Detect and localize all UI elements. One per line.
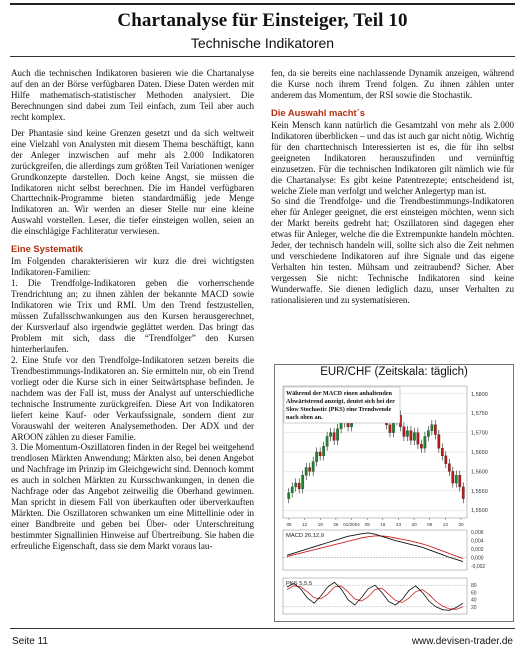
candle (455, 475, 457, 483)
macd-tick-label: 0,002 (471, 546, 484, 553)
x-tick-label: 06 (427, 522, 433, 527)
candle (305, 468, 307, 476)
candle (336, 429, 338, 441)
bottom-rule (10, 628, 515, 629)
candle (462, 487, 464, 499)
macd-tick-label: -0,002 (471, 563, 486, 570)
website-url: www.devisen-trader.de (411, 636, 513, 647)
candle (333, 433, 335, 441)
x-tick-label: 23 (395, 522, 402, 527)
candle (319, 452, 321, 456)
pks-tick-label: 40 (471, 597, 477, 604)
paragraph: So sind die Trendfolge- und die Trendbestimmungs-Indikatoren eher für Anleger geeignet, die erst einsteigen möchten, wenn sich der Markt bereits gedreht hat; Oszillatoren sind dagegen eher etwas für Anleger, welche die die Extrempunkte handeln möchten. Jeder, der technisch handeln will, sollte sich also die Zeit nehmen und verschiedene Indikatoren auf ihre Signale und das eigene Verhalten hin testen. Mühsam und zeitraubend? Sicher. Aber vergessen Sie nicht: Technische Indikatoren sind keine Wunderwaffe. Sie dienen lediglich dazu, unser Verhalten zu rationalisieren und zu systematisieren. (271, 196, 514, 306)
candle (452, 471, 454, 483)
candle (322, 446, 324, 456)
pks-tick-label: 80 (471, 583, 477, 590)
chart-canvas (281, 384, 507, 616)
candle (445, 456, 447, 464)
x-tick-label: 16 (380, 522, 386, 527)
y-tick-label: 1,5700 (471, 430, 488, 437)
paragraph: 1. Die Trendfolge-Indikatoren geben die vorherrschende Trendrichtung an; zu ihnen zählen der bekannte MACD sowie Indikatoren wie Trix und RMI. Um den Trend festzustellen, müssen Zufallsschwankungen aus den Kursen herausgerechnet, der Kursverlauf also irgendwie geglättet werden. Das bringt das Problem mit sich, dass die “Trendfolger” den Kursen hinterherlaufen. (11, 278, 254, 354)
paragraph: Der Phantasie sind keine Grenzen gesetzt und da sich weltweit eine Vielzahl von Analysten mit diesem Thema beschäftigt, kann der Anleger inzwischen auf mehr als 2.000 Indikatoren zurückgreifen, die allerdings zum größten Teil Variationen weniger Grundkonzepte darstellen. Doch keine Angst, sie müssen die Indikatoren nicht selbst berechnen. Die im Handel verfügbaren Charttechnik-Programme bieten standardmäßig jede Menge Indikatoren an. Wir werden an dieser Stelle nur eine kleine Auswahl vorstellen. Leser, die tiefer einsteigen wollen, seien an die einschlägige Fachliteratur verwiesen. (11, 127, 254, 237)
chart-figure (274, 364, 514, 622)
x-tick-label: 12 (302, 522, 308, 527)
candle (420, 444, 422, 448)
x-tick-label: 26 (333, 522, 339, 527)
paragraph: fen, da sie bereits eine nachlassende Dynamik anzeigen, während die Kurse noch ihrem Trend folgen. Zu ihnen zählen unter anderem das Momentum, der RSI sowie die Stochastik. (271, 68, 514, 100)
macd-tick-label: 0,004 (471, 538, 484, 545)
candle (413, 433, 415, 441)
candle (389, 425, 391, 433)
candle (406, 431, 408, 437)
candle (302, 475, 304, 489)
macd-tick-label: 0,000 (471, 555, 484, 562)
candle (308, 468, 310, 472)
y-tick-label: 1,5500 (471, 508, 488, 515)
candle (295, 483, 297, 487)
x-tick-label: 09 (364, 522, 370, 527)
title-rule (10, 56, 515, 57)
right-column (271, 68, 514, 306)
candle (431, 425, 433, 431)
candle (438, 435, 440, 449)
chart-title: EUR/CHF (Zeitskala: täglich) (320, 366, 468, 378)
section-heading: Die Auswahl macht´s (271, 106, 365, 118)
candle (417, 433, 419, 445)
candle (326, 436, 328, 446)
macd-label: MACD 26,12,9 (286, 533, 325, 539)
candle (340, 423, 342, 429)
x-tick-label: 13 (442, 522, 448, 527)
candle (298, 483, 300, 489)
top-rule (10, 3, 515, 5)
y-tick-label: 1,5650 (471, 450, 488, 456)
y-tick-label: 1,5750 (471, 411, 488, 418)
y-tick-label: 1,5600 (471, 469, 488, 476)
page-number: Seite 11 (12, 636, 48, 647)
pks-label: PKS 5,5,5 (286, 581, 313, 587)
candle (291, 487, 293, 493)
x-tick-label: 19 (317, 522, 323, 527)
candle (312, 462, 314, 472)
candle (448, 464, 450, 472)
candle (441, 448, 443, 456)
candle (434, 425, 436, 435)
pks-tick-label: 60 (471, 590, 477, 597)
macd-tick-label: 0,006 (471, 530, 484, 537)
paragraph: 2. Eine Stufe vor den Trendfolge-Indikatoren setzen bereits die Trendbestimmungs-Indikatoren an. Sie ermitteln nur, ob ein Trend vorliegt oder die Kurse sich in einer Seitwärtsphase befinden. Je nachdem was der Fall ist, muss der Analyst auf unterschiedliche technische Instrumente zurückgreifen. Diese Art von Indikatoren liefert keine Kauf- oder Verkaufssignale, sondern dient zur Vorauswahl der weiteren Analysemethoden. Der ADX und der AROON zählen zu dieser Familie. (11, 354, 254, 442)
candle (410, 431, 412, 441)
y-tick-label: 1,5550 (471, 488, 488, 495)
pks-tick-label: 20 (471, 604, 477, 611)
candle (288, 493, 290, 499)
candle (315, 452, 317, 462)
page-title: Chartanalyse für Einsteiger, Teil 10 (117, 10, 408, 31)
x-tick-label: 30 (411, 522, 417, 527)
candle (427, 431, 429, 437)
paragraph: Im Folgenden charakterisieren wir kurz die drei wichtigsten Indikatoren-Familien: (11, 256, 254, 278)
candle (329, 433, 331, 437)
annotation-line: Während der MACD einen anhaltenden (286, 390, 392, 397)
section-heading: Eine Systematik (11, 243, 83, 255)
x-tick-label: 20 (458, 522, 464, 527)
candle (403, 427, 405, 437)
page-subtitle: Technische Indikatoren (190, 35, 335, 51)
annotation-line: Slow Stochastic (PKS) eine Trendwende (286, 406, 392, 413)
left-column (11, 68, 254, 552)
paragraph: Kein Mensch kann natürlich die Gesamtzahl von mehr als 2.000 Indikatoren überblicken – und das ist auch gar nicht nötig. Wichtig für den charttechnisch Interessierten ist es, die für ihn selbst geeigneten Indikatoren herauszufinden und vernünftig einzusetzen. Für die technischen Indikatoren gilt nämlich wie für die Chartanalyse: Es gibt keine Patentrezepte; entscheidend ist, welche Ziele man verfolgt und welcher Anlegertyp man ist. (271, 119, 514, 196)
candle (424, 436, 426, 448)
candle (459, 475, 461, 487)
annotation-line: Abwärtstrend anzeigt, deutet sich bei der (286, 398, 395, 405)
paragraph: Auch die technischen Indikatoren basieren wie die Chartanalyse auf den an der Börse verfügbaren Daten. Diese Daten werden mit Hilfe mathematisch-statistischer Methoden analysiert. Die Berechnungen sind dabei zum Teil einfach, zum Teil aber auch recht komplex. (11, 68, 254, 122)
x-tick-label: 05 (286, 522, 292, 527)
annotation-line: nach oben an. (286, 414, 323, 421)
y-tick-label: 1,5800 (471, 391, 488, 398)
paragraph: 3. Die Momentum-Oszillatoren finden in der Regel bei weitgehend trendlosen Märkten Anwendung; Märkten also, bei denen Angebot und Nachfrage im Prinzip im Gleichgewicht sind. Dennoch kommt es auch in solchen Märkten zu Kursschwankungen, in denen die Nachfrage oder das Angebot zeitweilig die Oberhand gewinnen. Man spricht in diesem Fall von überkauften oder überverkauften Märkten. Die Oszillatoren schwanken um eine Mittellinie oder in einer Bandbreite und geben bei Über- oder Unterschreitung bestimmter Signallinien Hinweise auf Übertreibung. Sie haben die erfreuliche Eigenschaft, dass sie dem Markt voraus lau- (11, 442, 254, 552)
x-tick-label: 01/2004 (343, 522, 360, 527)
